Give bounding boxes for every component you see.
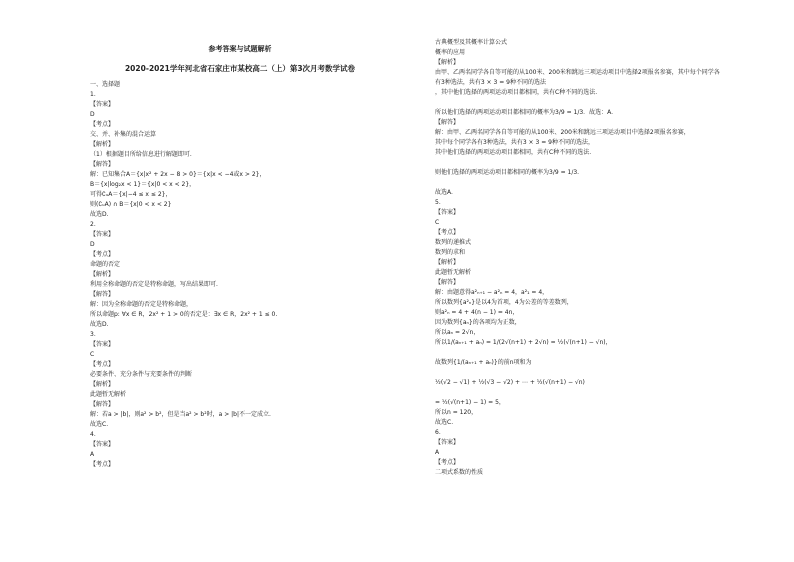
text-line xyxy=(435,98,735,108)
text-line: 概率的应用 xyxy=(435,49,466,56)
text-line: D xyxy=(90,111,95,118)
text-line: ，其中他们选择的两项运动项目都相同，共有C种不同的选法. xyxy=(435,89,598,96)
text-line: C xyxy=(435,219,440,226)
text-line: 其中每个同学各有3种选法，共有3 × 3 = 9种不同的选法， xyxy=(435,139,594,146)
text-line: 所以n = 120， xyxy=(435,409,478,416)
text-line: 可得∁ᵤA＝{x|−4 ≤ x ≤ 2}， xyxy=(90,191,172,198)
text-line xyxy=(435,158,735,168)
text-line: 【解答】 xyxy=(90,291,115,298)
text-line: 则a²ₙ = 4 + 4(n − 1) = 4n， xyxy=(435,309,519,316)
text-line: 【解答】 xyxy=(435,119,460,126)
text-line: 所以aₙ = 2√n， xyxy=(435,329,480,336)
text-line: 【考点】 xyxy=(90,251,115,258)
text-line: 解：由题意得a²ₙ₊₁ − a²ₙ = 4，a²₁ = 4， xyxy=(435,289,549,296)
text-line: 【答案】 xyxy=(435,209,460,216)
text-line: 故选D. xyxy=(90,211,109,218)
text-line: 利用全称命题的否定是特称命题，写出结果即可. xyxy=(90,281,218,288)
text-line: 其中他们选择的两项运动项目都相同，共有C种不同的选法. xyxy=(435,149,592,156)
text-line: 则(∁ᵤA) ∩ B＝{x|0 < x < 2} xyxy=(90,201,172,208)
text-line: 所以1/(aₙ₊₁ + aₙ) = 1/(2√(n+1) + 2√n) = ½(√(n+1) − √n)， xyxy=(435,339,612,346)
right-column xyxy=(435,38,735,478)
text-line: 【解析】 xyxy=(435,59,460,66)
text-line: 【考点】 xyxy=(90,461,115,468)
text-line: 所以他们选择的两项运动项目都相同的概率为3/9 = 1/3．故选：A. xyxy=(435,109,614,116)
text-line: 【解答】 xyxy=(90,401,115,408)
text-line: 6. xyxy=(435,429,441,436)
text-line: 1. xyxy=(90,91,96,98)
left-column xyxy=(90,80,390,470)
text-line: 由甲、乙两名同学各自等可能的从100米、200米和跳远三项运动项目中选择2项报名参赛，其中每个同学各 xyxy=(435,69,720,76)
text-line xyxy=(435,348,735,358)
text-line: 此题暂无解析 xyxy=(90,391,127,398)
text-line: 有3种选法，共有3 × 3 = 9种不同的选法 xyxy=(435,79,546,86)
text-line: 故选D. xyxy=(90,321,109,328)
text-line: A xyxy=(90,451,95,458)
text-line: 【答案】 xyxy=(90,231,115,238)
text-line: B＝{x|log₂x < 1}＝{x|0 < x < 2}， xyxy=(90,181,196,188)
text-line: 命题的否定 xyxy=(90,261,121,268)
text-line: 【解答】 xyxy=(435,279,460,286)
text-line: 【解析】 xyxy=(435,259,460,266)
text-line: 3. xyxy=(90,331,96,338)
text-line: 一、选择题 xyxy=(90,81,121,88)
text-line: A xyxy=(435,449,440,456)
text-line: 4. xyxy=(90,431,96,438)
text-line: 此题暂无解析 xyxy=(435,269,472,276)
document-title: 参考答案与试题解析 xyxy=(208,45,272,53)
text-line: 所以命题p: ∀x ∈ R，2x² + 1 > 0的否定是：∃x ∈ R，2x² + 1 ≤ 0. xyxy=(90,311,278,318)
text-line: 5. xyxy=(435,199,441,206)
text-line: 所以数列{a²ₙ}是以4为首项，4为公差的等差数列， xyxy=(435,299,573,306)
text-line: 【考点】 xyxy=(90,361,115,368)
text-line: 数列的求和 xyxy=(435,249,466,256)
text-line: 故选C. xyxy=(435,419,454,426)
text-line: 2. xyxy=(90,221,96,228)
text-line: 故选A. xyxy=(435,189,453,196)
text-line: 【考点】 xyxy=(435,459,460,466)
text-line: 因为数列{aₙ}的各项均为正数， xyxy=(435,319,521,326)
text-line: D xyxy=(90,241,95,248)
text-line: 【解析】 xyxy=(90,141,115,148)
text-line xyxy=(435,388,735,398)
text-line: 必要条件、充分条件与充要条件的判断 xyxy=(90,371,193,378)
text-line: 【答案】 xyxy=(90,101,115,108)
text-line xyxy=(435,178,735,188)
text-line: 交、并、补集的混合运算 xyxy=(90,131,157,138)
text-line: 解：由甲、乙两名同学各自等可能的从100米、200米和跳远三项运动项目中选择2项报名参赛， xyxy=(435,129,690,136)
text-line xyxy=(435,368,735,378)
text-line: 【解析】 xyxy=(90,271,115,278)
text-line: 数列的递推式 xyxy=(435,239,472,246)
text-line: 则他们选择的两项运动项目都相同的概率为3/9 = 1/3. xyxy=(435,169,580,176)
text-line: 故选C. xyxy=(90,421,109,428)
text-line: 【解答】 xyxy=(90,161,115,168)
text-line: 【答案】 xyxy=(90,441,115,448)
text-line: C xyxy=(90,351,95,358)
text-line: 解：若a > |b|，则a² > b²，但是当a² > b²时，a > |b|不一定成立. xyxy=(90,411,271,418)
text-line: 故数列{1/(aₙ₊₁ + aₙ)}的前n项和为 xyxy=(435,359,532,366)
text-line: 【答案】 xyxy=(435,439,460,446)
exam-title: 2020-2021学年河北省石家庄市某校高二（上）第3次月考数学试卷 xyxy=(124,64,356,73)
text-line: 古典概型及其概率计算公式 xyxy=(435,39,508,46)
text-line: （1）根据题目所给信息进行解题即可. xyxy=(90,151,192,158)
text-line: 解：已知集合A＝{x|x² + 2x − 8 > 0}＝{x|x < −4或x > 2}， xyxy=(90,171,266,178)
text-line: 【考点】 xyxy=(90,121,115,128)
text-line: 【考点】 xyxy=(435,229,460,236)
text-line: = ½(√(n+1) − 1) = 5， xyxy=(435,399,505,406)
text-line: 解：因为全称命题的否定是特称命题， xyxy=(90,301,193,308)
text-line: ½(√2 − √1) + ½(√3 − √2) + ⋯ + ½(√(n+1) − √n) xyxy=(435,379,585,386)
text-line: 【答案】 xyxy=(90,341,115,348)
text-line: 二项式系数的性质 xyxy=(435,469,484,476)
text-line: 【解析】 xyxy=(90,381,115,388)
